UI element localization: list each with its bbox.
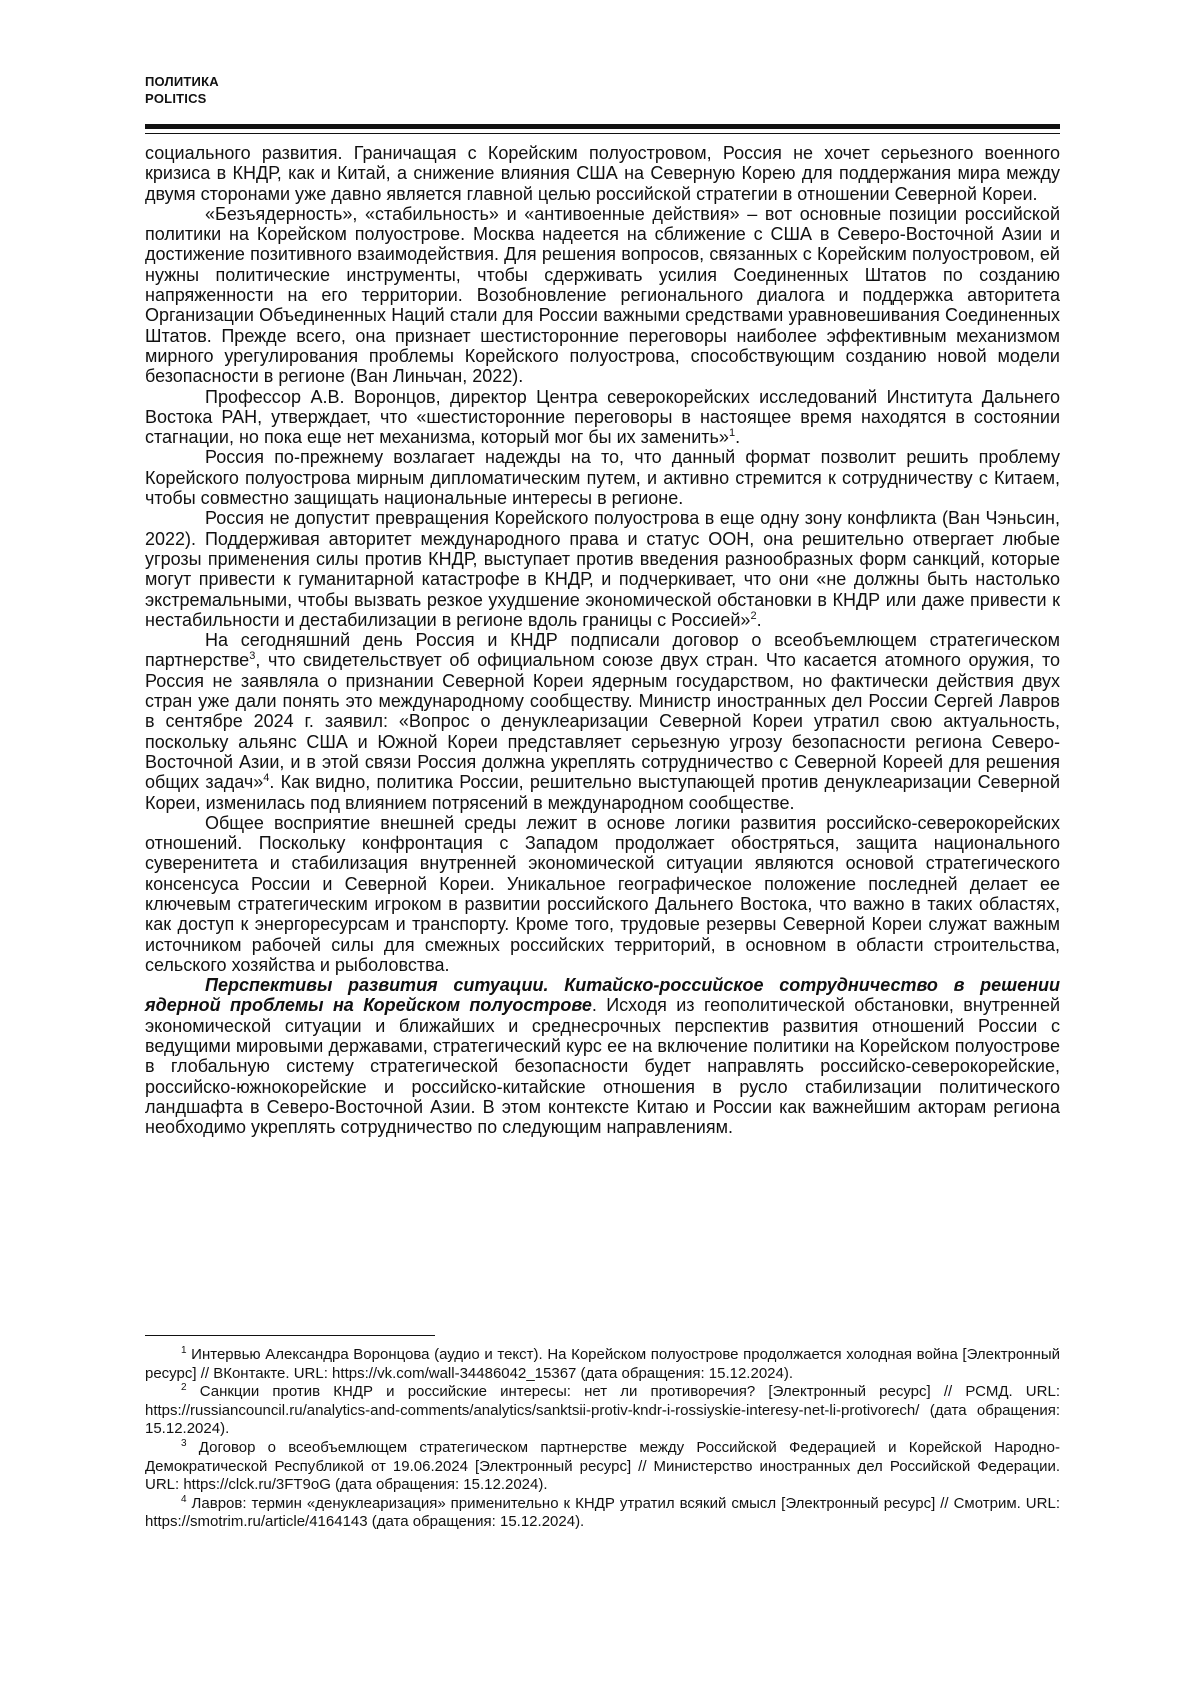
header-rule-thin xyxy=(145,133,1060,134)
paragraph-3-end: . xyxy=(735,427,741,448)
paragraph-8-text: . Исходя из геополитической обстановки, внутренней экономической ситуации и ближайших и среднесрочных перспектив развития отношений России с ведущими мировыми державами, стратегический курс ее на включение политики на Корейском полуострове в глобальную систему стратегической безопасности будет направлять российско-северокорейские, российско-южнокорейские и российско-китайские отношения в русло стабилизации политического ландшафта в Северо-Восточной Азии. В этом контексте Китаю и России как важнейшим акторам региона необходимо укреплять сотрудничество по следующим направлениям. xyxy=(145,995,1061,1138)
header-rule-thick xyxy=(145,124,1060,129)
footnote-ref-1[interactable]: 1 xyxy=(728,427,736,440)
running-head xyxy=(145,73,219,107)
footnote-1-number: 1 xyxy=(181,1345,187,1356)
paragraph-3-text: Профессор А.В. Воронцов, директор Центра северокорейских исследований Института Дальнего Востока РАН, утверждает, что «шестисторонние переговоры в настоящее время находятся в состоянии стагнации, но пока еще нет механизма, который мог бы их заменить» xyxy=(145,386,1060,448)
paragraph-6-text-b: , что свидетельствует об официальном союзе двух стран. Что касается атомного оружия, то Россия не заявляла о признании Северной Кореи ядерным государством, но фактически действия двух стран уже дали понять это международному сообществу. Министр иностранных дел России Сергей Лавров в сентябре 2024 г. заявил: «Вопрос о денуклеаризации Северной Кореи утратил свою актуальность, поскольку альянс США и Южной Кореи представляет серьезную угрозу безопасности региона Северо-Восточной Азии, и в этой связи Россия должна укреплять сотрудничество с Северной Кореей для решения общих задач» xyxy=(145,650,1060,793)
footnote-4 xyxy=(145,1495,1060,1532)
footnote-4-text: Лавров: термин «денуклеаризация» применительно к КНДР утратил всякий смысл [Электронный ресурс] // Смотрим. URL: https://smotrim.ru/article/4164143 (дата обращения: 15.12.2024). xyxy=(145,1494,1060,1531)
paragraph-6-text-c: . Как видно, политика России, решительно выступающей против денуклеаризации Северной Кореи, изменилась под влиянием потрясений в международном сообществе. xyxy=(145,772,1060,813)
section-subheading: Перспективы развития ситуации. Китайско-российское сотрудничество в решении ядерной проблемы на Корейском полуострове xyxy=(145,975,1060,1016)
footnote-ref-2[interactable]: 2 xyxy=(750,609,757,622)
paragraph-6 xyxy=(145,630,1060,813)
footnote-separator xyxy=(145,1335,435,1336)
footnote-1-text: Интервью Александра Воронцова (аудио и текст). На Корейском полуострове продолжается холодная война [Электронный ресурс] // ВКонтакте. URL: https://vk.com/wall-34486042_15367 (дата обращения: 15.12.2024). xyxy=(145,1346,1060,1382)
paragraph-5 xyxy=(145,508,1060,630)
paragraph-8 xyxy=(145,975,1060,1137)
paragraph-1: социального развития. Граничащая с Корейским полуостровом, Россия не хочет серьезного военного кризиса в КНДР, как и Китай, а снижение влияния США на Северную Корею для поддержания мира между двумя сторонами уже давно является главной целью российской стратегии в отношении Северной Кореи. xyxy=(145,143,1060,204)
paragraph-6-text-a: На сегодняшний день Россия и КНДР подписали договор о всеобъемлющем стратегическом партнерстве xyxy=(145,630,1060,671)
paragraph-2: «Безъядерность», «стабильность» и «антивоенные действия» – вот основные позиции российской политики на Корейском полуострове. Москва надеется на сближение с США в Северо-Восточной Азии и достижение позитивного взаимодействия. Для решения вопросов, связанных с Корейским полуостровом, ей нужны политические инструменты, чтобы сдерживать усилия Соединенных Штатов по созданию напряженности на его территории. Возобновление регионального диалога и поддержка авторитета Организации Объединенных Наций стали для России важными средствами уравновешивания Соединенных Штатов. Прежде всего, она признает шестисторонние переговоры наиболее эффективным механизмом мирного урегулирования проблемы Корейского полуострова, способствующим созданию новой модели безопасности в регионе (Ван Линьчан, 2022). xyxy=(145,203,1060,387)
paragraph-5-text: Россия не допустит превращения Корейского полуострова в еще одну зону конфликта (Ван Чэньсин, 2022). Поддерживая авторитет международного права и статус ООН, она решительно отвергает любые угрозы применения силы против КНДР, выступает против введения разнообразных форм санкций, которые могут привести к гуманитарной катастрофе в КНДР, и подчеркивает, что они «не должны быть настолько экстремальными, чтобы вызвать резкое ухудшение экономической обстановки в КНДР или даже привести к нестабильности и дестабилизации в регионе вдоль границы с Россией» xyxy=(145,508,1060,630)
footnote-ref-4[interactable]: 4 xyxy=(263,772,270,785)
footnote-4-number: 4 xyxy=(181,1493,187,1505)
paragraph-3 xyxy=(145,387,1060,448)
paragraph-5-end: . xyxy=(756,609,762,630)
footnotes xyxy=(145,1346,1060,1532)
footnote-3 xyxy=(145,1439,1060,1495)
footnote-2-text: Санкции против КНДР и российские интересы: нет ли противоречия? [Электронный ресурс] // РСМД. URL: https://russiancouncil.ru/analytics-and-comments/analytics/sanktsii-protiv-kndr-i-rossiyskie-interesy-net-li-protivorech/ (дата обращения: 15.12.2024). xyxy=(145,1383,1060,1438)
section-title-ru: ПОЛИТИКА xyxy=(145,74,219,89)
footnote-3-text: Договор о всеобъемлющем стратегическом партнерстве между Российской Федерацией и Корейской Народно-Демократической Республикой от 19.06.2024 [Электронный ресурс] // Министерство иностранных дел Российской Федерации. URL: https://clck.ru/3FT9oG (дата обращения: 15.12.2024). xyxy=(145,1438,1060,1494)
footnote-1 xyxy=(145,1346,1060,1383)
footnote-2-number: 2 xyxy=(181,1382,187,1394)
footnote-ref-3[interactable]: 3 xyxy=(249,650,256,663)
section-title-en: POLITICS xyxy=(145,91,207,106)
article-body xyxy=(145,143,1060,1138)
paragraph-7: Общее восприятие внешней среды лежит в основе логики развития российско-северокорейских отношений. Поскольку конфронтация с Западом продолжает обостряться, защита национального суверенитета и стабилизация внутренней экономической ситуации являются основой стратегического консенсуса России и Северной Кореи. Уникальное географическое положение последней делает ее ключевым стратегическим игроком в развитии российского Дальнего Востока, что важно в таких областях, как доступ к энергоресурсам и транспорту. Кроме того, трудовые резервы Северной Кореи служат важным источником рабочей силы для смежных российских территорий, в основном в области строительства, сельского хозяйства и рыболовства. xyxy=(145,812,1060,975)
paragraph-4: Россия по-прежнему возлагает надежды на то, что данный формат позволит решить проблему Корейского полуострова мирным дипломатическим путем, и активно стремится к сотрудничеству с Китаем, чтобы совместно защищать национальные интересы в регионе. xyxy=(145,447,1060,509)
footnote-3-number: 3 xyxy=(181,1437,187,1449)
footnote-2 xyxy=(145,1383,1060,1439)
